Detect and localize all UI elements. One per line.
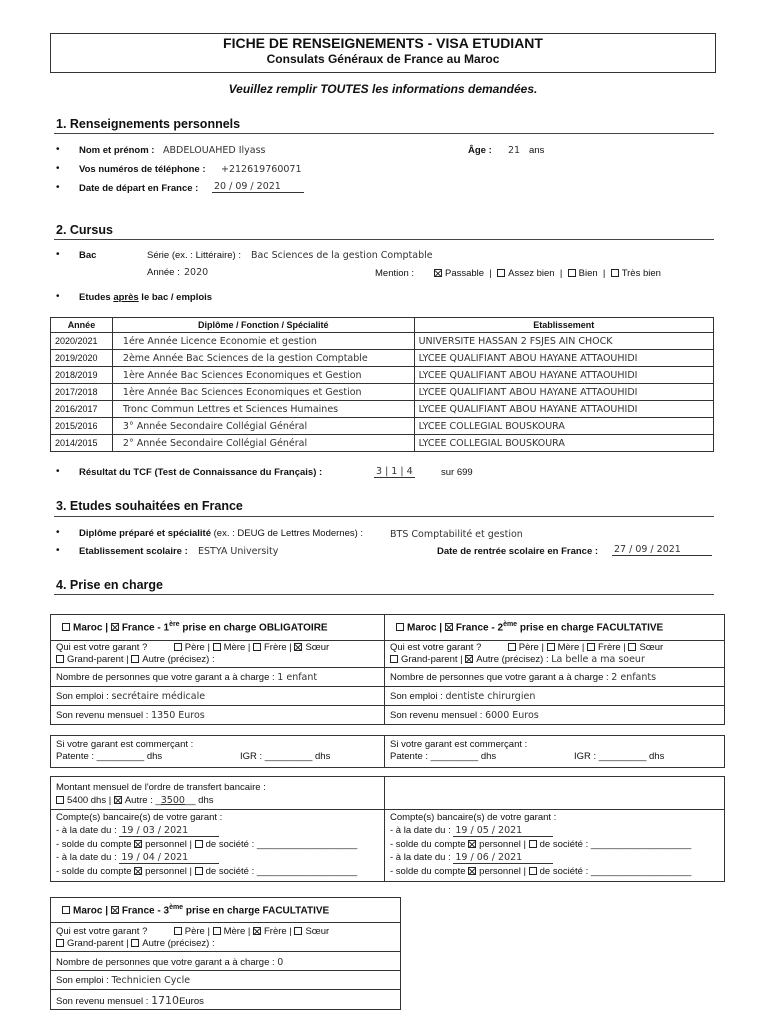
p3-soeur-checkbox[interactable] — [294, 927, 302, 935]
row-school[interactable]: LYCEE COLLEGIAL BOUSKOURA — [414, 435, 713, 452]
p1-grand-parent-checkbox[interactable] — [56, 655, 64, 663]
rentree-date-value[interactable]: 27 / 09 / 2021 — [612, 544, 712, 556]
section-1-title: 1. Renseignements personnels — [56, 117, 241, 131]
row-school[interactable]: LYCEE QUALIFIANT ABOU HAYANE ATTAOUHIDI — [414, 350, 713, 367]
p1-solde-1-personnel-checkbox[interactable] — [134, 840, 142, 848]
etudes-label: Etudes après le bac / emplois — [79, 292, 213, 303]
age-value[interactable]: 21 — [508, 145, 521, 156]
section-4-rule — [54, 594, 714, 595]
bullet: • — [56, 466, 60, 477]
p2-solde-2-societe-checkbox[interactable] — [529, 867, 537, 875]
tcf-suffix: sur 699 — [441, 467, 473, 478]
p2-autre-checkbox[interactable] — [465, 655, 473, 663]
row-diploma[interactable]: 3° Année Secondaire Collégial Général — [112, 418, 414, 435]
p2-solde-1-personnel-checkbox[interactable] — [468, 840, 476, 848]
p1-date-row-1: - à la date du : 19 / 03 / 2021 — [56, 825, 219, 837]
row-year[interactable]: 2014/2015 — [51, 435, 113, 452]
annee-label: Année : — [147, 267, 180, 278]
section-2-title: 2. Cursus — [56, 223, 113, 237]
age-label: Âge : — [468, 145, 492, 156]
p2-mere-checkbox[interactable] — [547, 643, 555, 651]
table-header-row — [51, 318, 714, 333]
age-unit: ans — [529, 145, 545, 156]
form-subtitle: Consulats Généraux de France au Maroc — [266, 52, 500, 66]
p3-nb-value[interactable]: 0 — [277, 957, 284, 968]
mention-options: Passable | Assez bien | Bien | Très bien — [434, 268, 661, 279]
diplome-prepare-label: Diplôme préparé et spécialité (ex. : DEUG de Lettres Modernes) : — [79, 528, 364, 539]
p2-date-row-1: - à la date du : 19 / 05 / 2021 — [390, 825, 553, 837]
form-title: FICHE DE RENSEIGNEMENTS - VISA ETUDIANT — [223, 35, 543, 51]
table-row — [51, 333, 714, 350]
p1-mere-checkbox[interactable] — [213, 643, 221, 651]
table-row — [51, 350, 714, 367]
row-diploma[interactable]: 1ère Année Bac Sciences Economiques et Gestion — [112, 384, 414, 401]
p1-garant-row-2: Grand-parent | Autre (précisez) : — [56, 654, 215, 665]
serie-value[interactable]: Bac Sciences de la gestion Comptable — [251, 250, 433, 261]
form-instruction: Veuillez remplir TOUTES les informations demandées. — [228, 82, 538, 96]
table-row — [51, 367, 714, 384]
etablissement-value[interactable]: ESTYA University — [198, 546, 279, 557]
p2-nb-row: Nombre de personnes que votre garant a à charge : 2 enfants — [390, 672, 657, 683]
p1-frere-checkbox[interactable] — [253, 643, 261, 651]
tcf-score-value[interactable]: 3 | 1 | 4 — [376, 466, 413, 477]
annee-value[interactable]: 2020 — [184, 267, 209, 278]
p1-comptes-label: Compte(s) bancaire(s) de votre garant : — [56, 812, 223, 823]
p2-revenu-value[interactable]: 6000 Euros — [485, 710, 539, 721]
p2-garant-row: Qui est votre garant ? Père | Mère | Frère | Sœur — [390, 642, 664, 653]
p3-grand-parent-checkbox[interactable] — [56, 939, 64, 947]
montant-autre-checkbox[interactable] — [114, 796, 122, 804]
p2-soeur-checkbox[interactable] — [628, 643, 636, 651]
phone-label: Vos numéros de téléphone : — [79, 164, 206, 175]
p3-mere-checkbox[interactable] — [213, 927, 221, 935]
p1-date-1-value[interactable]: 19 / 03 / 2021 — [119, 825, 219, 837]
p3-emploi-row: Son emploi : Technicien Cycle — [56, 975, 191, 986]
p1-solde-row-1: - solde du compte personnel | de société : ___________________ — [56, 839, 358, 850]
p1-nb-row: Nombre de personnes que votre garant a à charge : 1 enfant — [56, 672, 318, 683]
bullet: • — [56, 527, 60, 538]
p3-nb-row: Nombre de personnes que votre garant a à charge : 0 — [56, 957, 284, 968]
montant-autre-value[interactable]: 3500 — [160, 795, 185, 806]
table-row — [51, 435, 714, 452]
p3-pere-checkbox[interactable] — [174, 927, 182, 935]
mention-passable-checkbox[interactable] — [434, 269, 442, 277]
row-year[interactable]: 2017/2018 — [51, 384, 113, 401]
p2-solde-1-societe-checkbox[interactable] — [529, 840, 537, 848]
p1-date-2-value[interactable]: 19 / 04 / 2021 — [119, 852, 219, 864]
prise-1-france-checkbox[interactable] — [111, 623, 119, 631]
montant-options: 5400 dhs | Autre : _3500__ dhs — [56, 795, 213, 806]
serie-label: Série (ex. : Littéraire) : — [147, 250, 241, 261]
p1-emploi-row: Son emploi : secrétaire médicale — [56, 691, 206, 702]
p3-emploi-value[interactable]: Technicien Cycle — [111, 975, 191, 986]
p1-igr-field[interactable]: IGR : _________ dhs — [240, 751, 331, 762]
p2-revenu-row: Son revenu mensuel : 6000 Euros — [390, 710, 539, 721]
p1-solde-1-societe-checkbox[interactable] — [195, 840, 203, 848]
col-header-etablissement: Etablissement — [414, 318, 713, 333]
prise-1-maroc-checkbox[interactable] — [62, 623, 70, 631]
p2-solde-row-2: - solde du compte personnel | de société : ___________________ — [390, 866, 692, 877]
p1-revenu-row: Son revenu mensuel : 1350 Euros — [56, 710, 205, 721]
p2-grand-parent-checkbox[interactable] — [390, 655, 398, 663]
p2-autre-value[interactable]: La belle a ma soeur — [551, 654, 645, 665]
row-year[interactable]: 2018/2019 — [51, 367, 113, 384]
studies-table — [50, 317, 714, 452]
col-header-diplome: Diplôme / Fonction / Spécialité — [112, 318, 414, 333]
p1-solde-2-societe-checkbox[interactable] — [195, 867, 203, 875]
p2-igr-field[interactable]: IGR : _________ dhs — [574, 751, 665, 762]
p2-date-row-2: - à la date du : 19 / 06 / 2021 — [390, 852, 553, 864]
p2-date-1-value[interactable]: 19 / 05 / 2021 — [453, 825, 553, 837]
p3-revenu-row: Son revenu mensuel : 1710Euros — [56, 994, 204, 1007]
bullet: • — [56, 163, 60, 174]
row-school[interactable]: LYCEE QUALIFIANT ABOU HAYANE ATTAOUHIDI — [414, 384, 713, 401]
row-year[interactable]: 2020/2021 — [51, 333, 113, 350]
prise-3-france-checkbox[interactable] — [111, 906, 119, 914]
p2-solde-2-personnel-checkbox[interactable] — [468, 867, 476, 875]
bullet: • — [56, 144, 60, 155]
montant-5400-checkbox[interactable] — [56, 796, 64, 804]
p2-garant-row-2: Grand-parent | Autre (précisez) : La belle a ma soeur — [390, 654, 645, 665]
p2-frere-checkbox[interactable] — [587, 643, 595, 651]
prise-2-maroc-checkbox[interactable] — [396, 623, 404, 631]
row-school[interactable]: LYCEE QUALIFIANT ABOU HAYANE ATTAOUHIDI — [414, 367, 713, 384]
phone-value[interactable]: +212619760071 — [221, 164, 302, 175]
table-row — [51, 384, 714, 401]
row-diploma[interactable]: 1ère Année Bac Sciences Economiques et Gestion — [112, 367, 414, 384]
name-label: Nom et prénom : — [79, 145, 155, 156]
rentree-label: Date de rentrée scolaire en France : — [437, 546, 599, 557]
row-year[interactable]: 2016/2017 — [51, 401, 113, 418]
col-header-annee: Année — [51, 318, 113, 333]
name-value[interactable]: ABDELOUAHED Ilyass — [163, 145, 266, 156]
prise-3-header: Maroc | France - 3ème prise en charge FACULTATIVE — [62, 904, 329, 916]
section-4-title: 4. Prise en charge — [56, 578, 164, 592]
p2-patente-field[interactable]: Patente : _________ dhs — [390, 751, 497, 762]
p1-solde-row-2: - solde du compte personnel | de société : ___________________ — [56, 866, 358, 877]
p2-emploi-value[interactable]: dentiste chirurgien — [445, 691, 536, 702]
p1-revenu-value[interactable]: 1350 Euros — [151, 710, 205, 721]
p1-patente-field[interactable]: Patente : _________ dhs — [56, 751, 163, 762]
bullet: • — [56, 182, 60, 193]
p2-commercant-label: Si votre garant est commerçant : — [390, 739, 528, 750]
mention-label: Mention : — [375, 268, 415, 279]
row-year[interactable]: 2019/2020 — [51, 350, 113, 367]
p2-nb-value[interactable]: 2 enfants — [611, 672, 657, 683]
p1-commercant-label: Si votre garant est commerçant : — [56, 739, 194, 750]
bullet: • — [56, 249, 60, 260]
section-2-rule — [54, 239, 714, 240]
section-1-rule — [54, 133, 714, 134]
p1-pere-checkbox[interactable] — [174, 643, 182, 651]
depart-label: Date de départ en France : — [79, 183, 199, 194]
table-row — [51, 418, 714, 435]
p3-frere-checkbox[interactable] — [253, 927, 261, 935]
prise-1-header: Maroc | France - 1ère prise en charge OBLIGATOIRE — [62, 621, 328, 633]
bac-label: Bac — [79, 250, 97, 261]
p1-solde-2-personnel-checkbox[interactable] — [134, 867, 142, 875]
section-3-rule — [54, 516, 714, 517]
p2-solde-row-1: - solde du compte personnel | de société : ___________________ — [390, 839, 692, 850]
table-row — [51, 401, 714, 418]
diplome-prepare-value[interactable]: BTS Comptabilité et gestion — [390, 529, 523, 540]
p2-date-2-value[interactable]: 19 / 06 / 2021 — [453, 852, 553, 864]
p3-garant-row-2: Grand-parent | Autre (précisez) : — [56, 938, 215, 949]
prise-2-france-checkbox[interactable] — [445, 623, 453, 631]
row-school[interactable]: LYCEE COLLEGIAL BOUSKOURA — [414, 418, 713, 435]
p1-autre-checkbox[interactable] — [131, 655, 139, 663]
row-school[interactable]: LYCEE QUALIFIANT ABOU HAYANE ATTAOUHIDI — [414, 401, 713, 418]
p3-revenu-value[interactable]: 1710 — [151, 994, 180, 1007]
row-diploma[interactable]: 1ére Année Licence Economie et gestion — [112, 333, 414, 350]
row-year[interactable]: 2015/2016 — [51, 418, 113, 435]
p1-emploi-value[interactable]: secrétaire médicale — [111, 691, 206, 702]
p2-emploi-row: Son emploi : dentiste chirurgien — [390, 691, 536, 702]
mention-tres-bien-checkbox[interactable] — [611, 269, 619, 277]
bullet: • — [56, 291, 60, 302]
montant-label: Montant mensuel de l'ordre de transfert bancaire : — [56, 782, 266, 793]
prise-2-header: Maroc | France - 2ème prise en charge FACULTATIVE — [396, 621, 663, 633]
mention-assez-bien-checkbox[interactable] — [497, 269, 505, 277]
p3-garant-row: Qui est votre garant ? Père | Mère | Frère | Sœur — [56, 926, 330, 937]
section-3-title: 3. Etudes souhaitées en France — [56, 499, 243, 513]
p1-garant-row: Qui est votre garant ? Père | Mère | Frère | Sœur — [56, 642, 330, 653]
p1-soeur-checkbox[interactable] — [294, 643, 302, 651]
etablissement-label: Etablissement scolaire : — [79, 546, 188, 557]
p3-autre-checkbox[interactable] — [131, 939, 139, 947]
p2-pere-checkbox[interactable] — [508, 643, 516, 651]
tcf-label: Résultat du TCF (Test de Connaissance du Français) : — [79, 467, 323, 478]
p1-nb-value[interactable]: 1 enfant — [277, 672, 318, 683]
mention-bien-checkbox[interactable] — [568, 269, 576, 277]
row-diploma[interactable]: 2° Année Secondaire Collégial Général — [112, 435, 414, 452]
bullet: • — [56, 545, 60, 556]
row-school[interactable]: UNIVERSITE HASSAN 2 FSJES AIN CHOCK — [414, 333, 713, 350]
row-diploma[interactable]: Tronc Commun Lettres et Sciences Humaines — [112, 401, 414, 418]
p2-comptes-label: Compte(s) bancaire(s) de votre garant : — [390, 812, 557, 823]
p1-date-row-2: - à la date du : 19 / 04 / 2021 — [56, 852, 219, 864]
depart-date-value[interactable]: 20 / 09 / 2021 — [212, 181, 304, 193]
row-diploma[interactable]: 2ème Année Bac Sciences de la gestion Comptable — [112, 350, 414, 367]
prise-3-maroc-checkbox[interactable] — [62, 906, 70, 914]
